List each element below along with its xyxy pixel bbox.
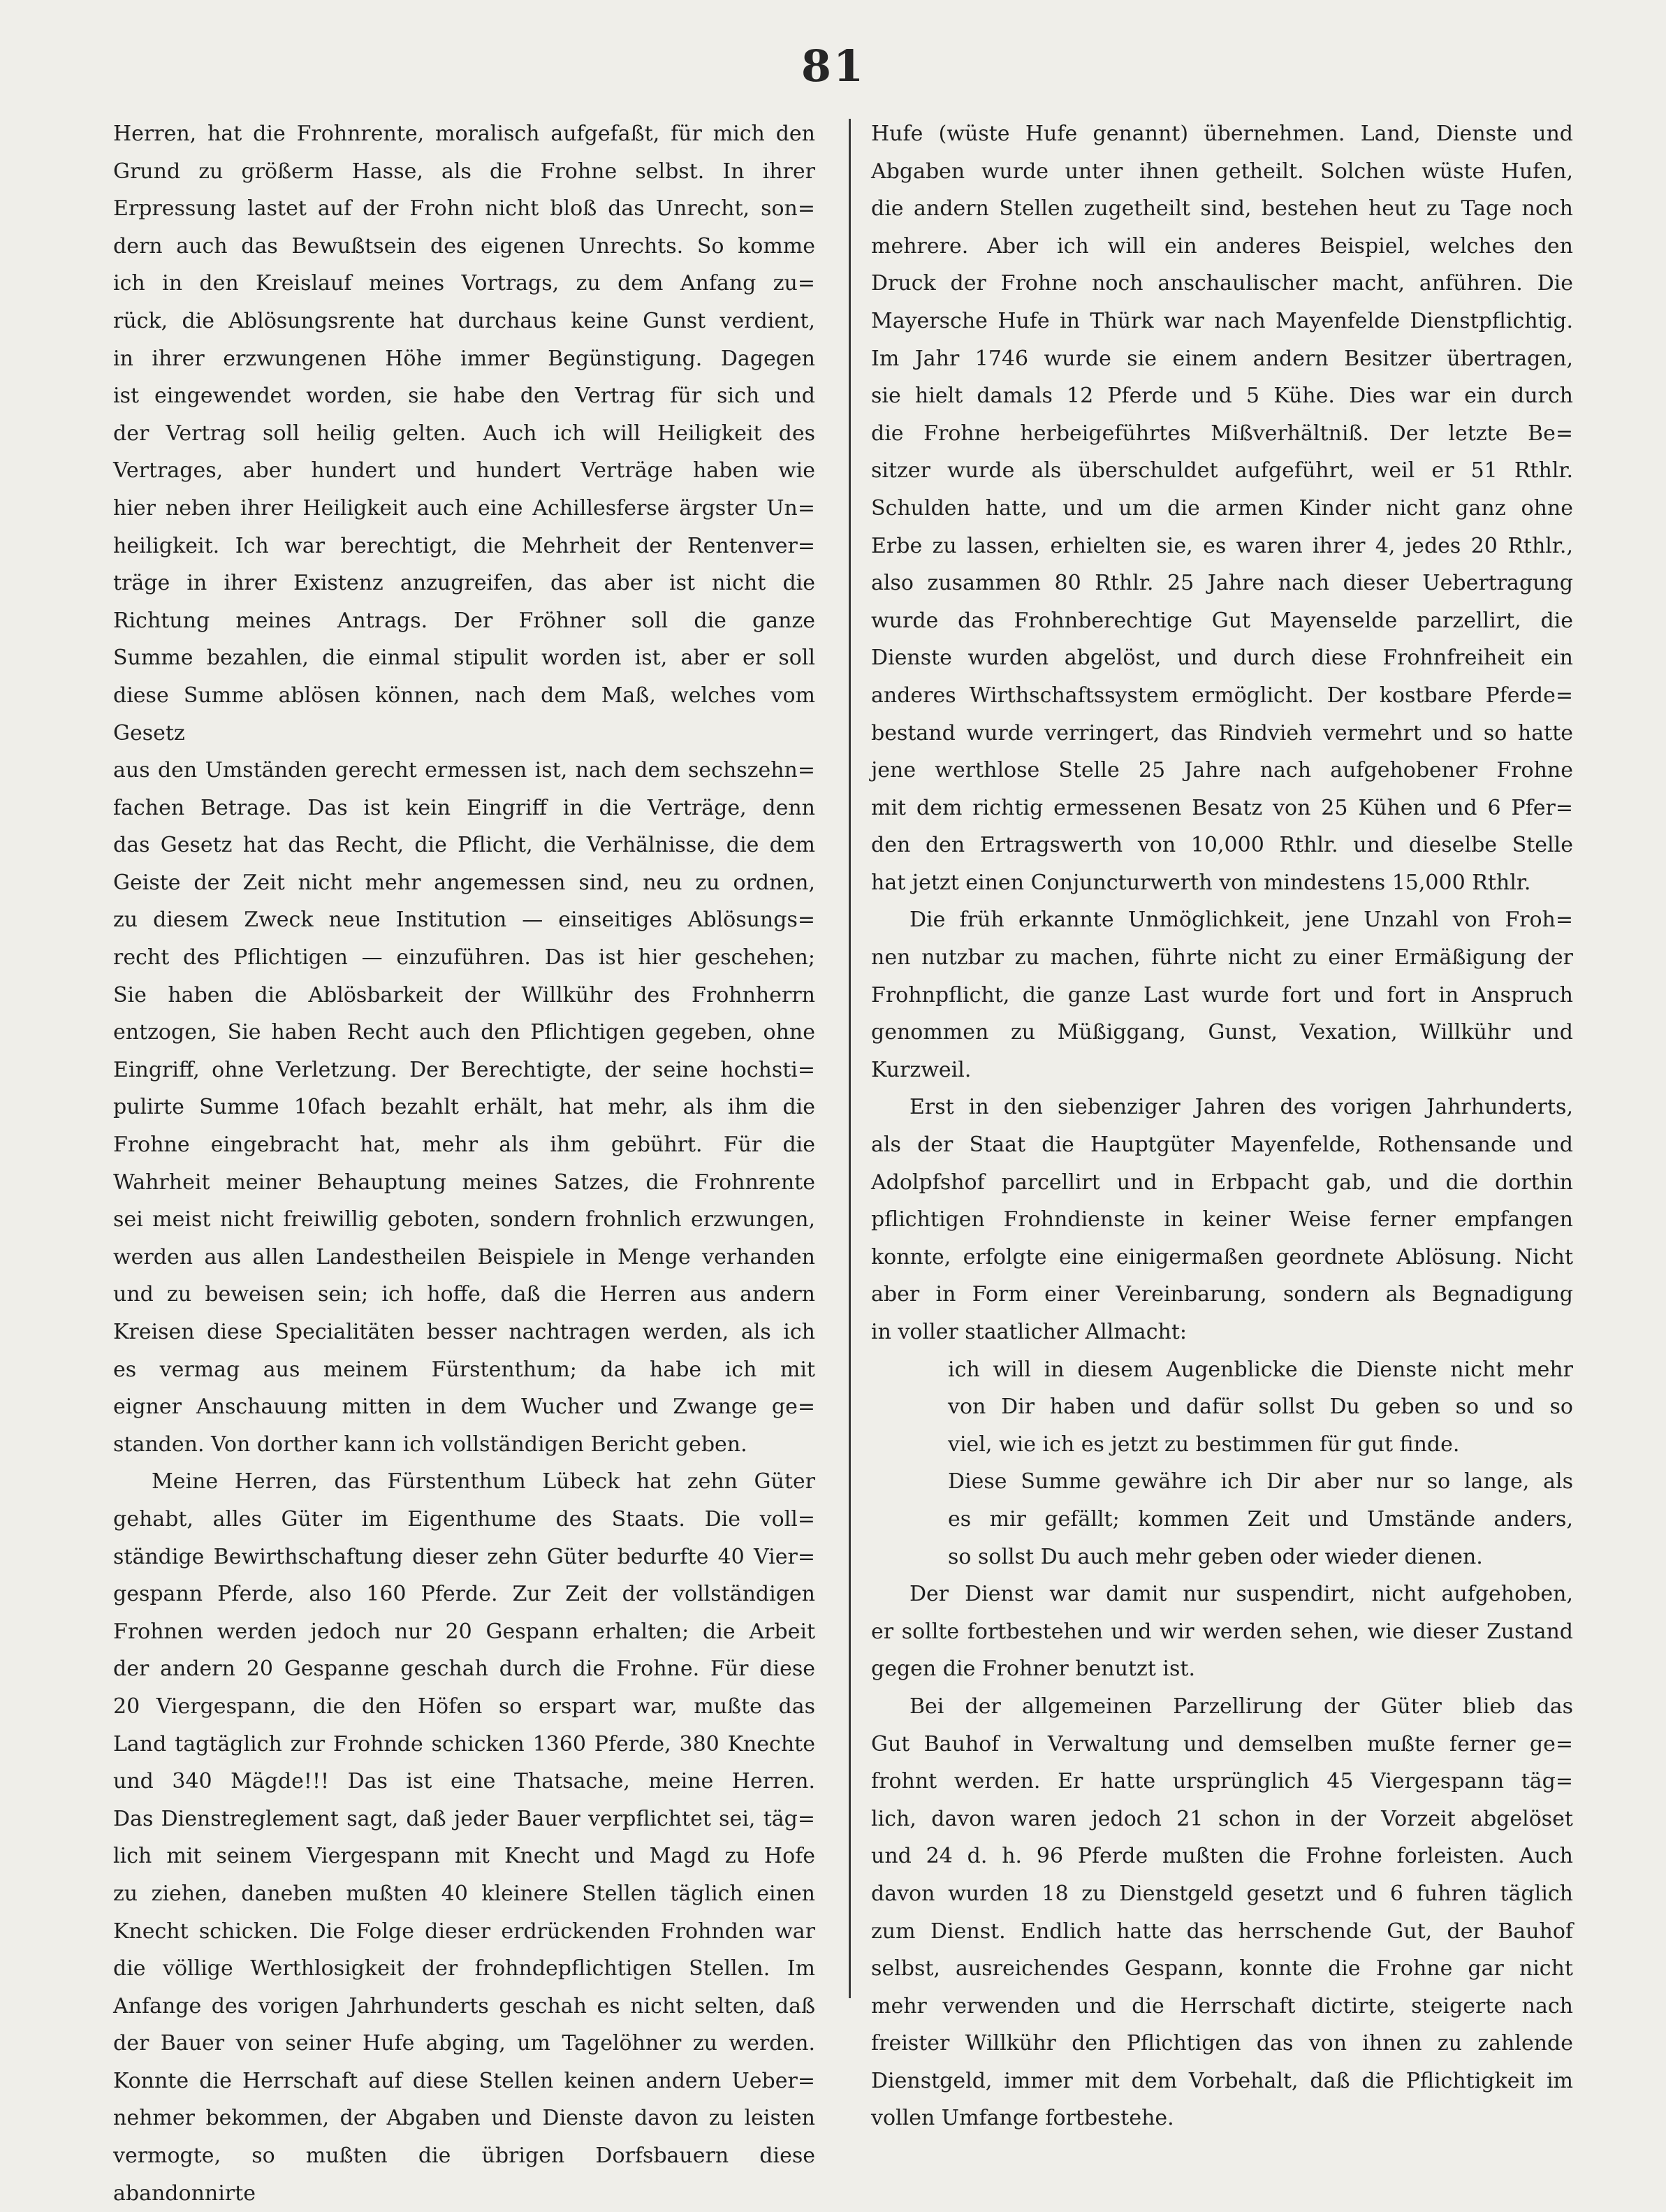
text-line: ständige Bewirthschaftung dieser zehn Güter bedurfte 40 Vier= <box>113 1544 815 1569</box>
text-line: heiligkeit. Ich war berechtigt, die Mehrheit der Rentenver= <box>113 533 815 558</box>
text-line: anderes Wirthschaftssystem ermöglicht. Der kostbare Pferde= <box>871 683 1573 708</box>
text-line: hier neben ihrer Heiligkeit auch eine Achillesferse ärgster Un= <box>113 495 815 521</box>
text-line: sei meist nicht freiwillig geboten, sondern frohnlich erzwungen, <box>113 1207 815 1232</box>
text-line: viel, wie ich es jetzt zu bestimmen für gut finde. <box>948 1432 1460 1457</box>
text-line: dern auch das Bewußtsein des eigenen Unrechts. So komme <box>113 233 815 259</box>
text-line: Anfange des vorigen Jahrhunderts geschah es nicht selten, daß <box>113 1993 815 2018</box>
text-line: eigner Anschauung mitten in dem Wucher und Zwange ge= <box>113 1395 815 1420</box>
text-line: bestand wurde verringert, das Rindvieh vermehrt und so hatte <box>871 720 1573 745</box>
text-line: Knecht schicken. Die Folge dieser erdrückenden Frohnden war <box>113 1919 815 1944</box>
text-line: so sollst Du auch mehr geben oder wieder dienen. <box>948 1544 1483 1569</box>
text-line: sie hielt damals 12 Pferde und 5 Kühe. Dies war ein durch <box>871 384 1573 409</box>
text-line: werden aus allen Landestheilen Beispiele in Menge verhanden <box>113 1244 815 1269</box>
left-column <box>113 115 815 2212</box>
text-line: der Vertrag soll heilig gelten. Auch ich will Heiligkeit des <box>113 421 815 446</box>
text-line: Hufe (wüste Hufe genannt) übernehmen. Land, Dienste und <box>871 122 1573 146</box>
text-line: ist eingewendet worden, sie habe den Vertrag für sich und <box>113 384 815 409</box>
text-line: Grund zu größerm Hasse, als die Frohne selbst. In ihrer <box>113 159 815 184</box>
text-line: freister Willkühr den Pflichtigen das von ihnen zu zahlende <box>871 2031 1573 2056</box>
text-line: Summe bezahlen, die einmal stipulit worden ist, aber er soll <box>113 646 815 671</box>
text-line: fachen Betrage. Das ist kein Eingriff in die Verträge, denn <box>113 795 815 820</box>
text-line: genommen zu Müßiggang, Gunst, Vexation, Willkühr und <box>871 1020 1573 1045</box>
text-line: Mayersche Hufe in Thürk war nach Mayenfelde Dienstpflichtig. <box>871 308 1573 333</box>
text-line: Schulden hatte, und um die armen Kinder nicht ganz ohne <box>871 495 1573 521</box>
text-line: der andern 20 Gespanne geschah durch die Frohne. Für diese <box>113 1657 815 1682</box>
text-line: frohnt werden. Er hatte ursprünglich 45 Viergespann täg= <box>871 1769 1573 1794</box>
text-line: Frohnpflicht, die ganze Last wurde fort und fort in Anspruch <box>871 982 1573 1007</box>
text-line: vollen Umfange fortbestehe. <box>871 2106 1174 2131</box>
paragraph <box>871 1351 1573 1464</box>
text-line: ich will in diesem Augenblicke die Dienste nicht mehr <box>948 1357 1573 1382</box>
text-line: und 340 Mägde!!! Das ist eine Thatsache, meine Herren. <box>113 1769 815 1794</box>
text-line: es vermag aus meinem Fürstenthum; da habe ich mit <box>113 1357 815 1382</box>
text-line: er sollte fortbestehen und wir werden sehen, wie dieser Zustand <box>871 1619 1573 1644</box>
text-line: Land tagtäglich zur Frohnde schicken 1360 Pferde, 380 Knechte <box>113 1731 815 1756</box>
text-line: Kurzweil. <box>871 1057 972 1082</box>
text-line: das Gesetz hat das Recht, die Pflicht, die Verhälnisse, die dem <box>113 833 815 858</box>
text-line: 20 Viergespann, die den Höfen so erspart war, mußte das <box>113 1694 815 1719</box>
text-line: davon wurden 18 zu Dienstgeld gesetzt und 6 fuhren täglich <box>871 1881 1573 1906</box>
text-line: diese Summe ablösen können, nach dem Maß, welches vom Gesetz <box>113 683 815 745</box>
text-line: wurde das Frohnberechtige Gut Mayenselde parzellirt, die <box>871 608 1573 633</box>
text-line: also zusammen 80 Rthlr. 25 Jahre nach dieser Uebertragung <box>871 571 1573 596</box>
text-line: standen. Von dorther kann ich vollständigen Bericht geben. <box>113 1432 747 1457</box>
text-line: der Bauer von seiner Hufe abging, um Tagelöhner zu werden. <box>113 2031 815 2056</box>
text-line: vermogte, so mußten die übrigen Dorfsbauern diese abandonnirte <box>113 2144 815 2206</box>
text-line: Frohne eingebracht hat, mehr als ihm gebührt. Für die <box>113 1133 815 1158</box>
text-line: in voller staatlicher Allmacht: <box>871 1320 1187 1344</box>
paragraph <box>113 115 815 1463</box>
text-line: Der Dienst war damit nur suspendirt, nicht aufgehoben, <box>909 1582 1573 1607</box>
text-line: Druck der Frohne noch anschaulischer macht, anführen. Die <box>871 271 1573 296</box>
text-line: Dienstgeld, immer mit dem Vorbehalt, daß die Pflichtigkeit im <box>871 2068 1573 2093</box>
paragraph <box>871 115 1573 901</box>
text-line: Sie haben die Ablösbarkeit der Willkühr des Frohnherrn <box>113 982 815 1007</box>
paragraph <box>871 1463 1573 1576</box>
text-line: Bei der allgemeinen Parzellirung der Güter blieb das <box>909 1694 1573 1719</box>
text-line: von Dir haben und dafür sollst Du geben so und so <box>948 1395 1573 1420</box>
text-line: und 24 d. h. 96 Pferde mußten die Frohne forleisten. Auch <box>871 1844 1573 1869</box>
text-line: es mir gefällt; kommen Zeit und Umstände anders, <box>948 1506 1573 1531</box>
text-line: lich, davon waren jedoch 21 schon in der Vorzeit abgelöset <box>871 1806 1573 1831</box>
text-line: Das Dienstreglement sagt, daß jeder Bauer verpflichtet sei, täg= <box>113 1806 815 1831</box>
text-line: aber in Form einer Vereinbarung, sondern als Begnadigung <box>871 1282 1573 1307</box>
text-line: den den Ertragswerth von 10,000 Rthlr. und dieselbe Stelle <box>871 833 1573 858</box>
text-line: Herren, hat die Frohnrente, moralisch aufgefaßt, für mich den <box>113 122 815 146</box>
text-line: selbst, ausreichendes Gespann, konnte die Frohne gar nicht <box>871 1956 1573 1981</box>
paragraph <box>871 1089 1573 1351</box>
page-number: 81 <box>801 41 866 92</box>
text-line: ich in den Kreislauf meines Vortrags, zu dem Anfang zu= <box>113 271 815 296</box>
text-line: Im Jahr 1746 wurde sie einem andern Besitzer übertragen, <box>871 346 1573 371</box>
text-line: nehmer bekommen, der Abgaben und Dienste davon zu leisten <box>113 2106 815 2131</box>
text-line: hat jetzt einen Conjuncturwerth von mindestens 15,000 Rthlr. <box>871 870 1531 895</box>
text-line: Vertrages, aber hundert und hundert Verträge haben wie <box>113 458 815 483</box>
text-line: Meine Herren, das Fürstenthum Lübeck hat zehn Güter <box>152 1469 815 1494</box>
text-line: zu diesem Zweck neue Institution — einseitiges Ablösungs= <box>113 908 815 933</box>
text-line: mehr verwenden und die Herrschaft dictirte, steigerte nach <box>871 1993 1573 2018</box>
text-line: als der Staat die Hauptgüter Mayenfelde, Rothensande und <box>871 1133 1573 1158</box>
text-line: rück, die Ablösungsrente hat durchaus keine Gunst verdient, <box>113 308 815 333</box>
text-line: träge in ihrer Existenz anzugreifen, das aber ist nicht die <box>113 571 815 596</box>
text-line: jene werthlose Stelle 25 Jahre nach aufgehobener Frohne <box>871 758 1573 783</box>
text-line: Erst in den siebenziger Jahren des vorigen Jahrhunderts, <box>909 1095 1573 1120</box>
text-line: lich mit seinem Viergespann mit Knecht und Magd zu Hofe <box>113 1844 815 1869</box>
text-line: die Frohne herbeigeführtes Mißverhältniß. Der letzte Be= <box>871 421 1573 446</box>
text-line: Erbe zu lassen, erhielten sie, es waren ihrer 4, jedes 20 Rthlr., <box>871 533 1573 558</box>
right-column <box>871 115 1573 2137</box>
text-line: mit dem richtig ermessenen Besatz von 25 Kühen und 6 Pfer= <box>871 795 1573 820</box>
text-line: die völlige Werthlosigkeit der frohndepflichtigen Stellen. Im <box>113 1956 815 1981</box>
text-line: gespann Pferde, also 160 Pferde. Zur Zeit der vollständigen <box>113 1582 815 1607</box>
text-line: Gut Bauhof in Verwaltung und demselben mußte ferner ge= <box>871 1731 1573 1756</box>
text-line: Geiste der Zeit nicht mehr angemessen sind, neu zu ordnen, <box>113 870 815 895</box>
text-line: gehabt, alles Güter im Eigenthume des Staats. Die voll= <box>113 1506 815 1531</box>
text-line: aus den Umständen gerecht ermessen ist, nach dem sechszehn= <box>113 758 815 783</box>
paragraph <box>113 1463 815 2212</box>
paragraph <box>871 901 1573 1089</box>
text-line: Kreisen diese Specialitäten besser nachtragen werden, als ich <box>113 1320 815 1344</box>
text-line: zu ziehen, daneben mußten 40 kleinere Stellen täglich einen <box>113 1881 815 1906</box>
column-divider <box>849 119 851 1998</box>
text-line: Die früh erkannte Unmöglichkeit, jene Unzahl von Froh= <box>909 908 1573 933</box>
text-line: Abgaben wurde unter ihnen getheilt. Solchen wüste Hufen, <box>871 159 1573 184</box>
text-line: sitzer wurde als überschuldet aufgeführt, weil er 51 Rthlr. <box>871 458 1573 483</box>
text-line: Adolpfshof parcellirt und in Erbpacht gab, und die dorthin <box>871 1170 1573 1195</box>
text-line: Wahrheit meiner Behauptung meines Satzes, die Frohnrente <box>113 1170 815 1195</box>
text-line: und zu beweisen sein; ich hoffe, daß die Herren aus andern <box>113 1282 815 1307</box>
text-line: nen nutzbar zu machen, führte nicht zu einer Ermäßigung der <box>871 945 1573 970</box>
text-line: pulirte Summe 10fach bezahlt erhält, hat mehr, als ihm die <box>113 1095 815 1120</box>
text-line: Erpressung lastet auf der Frohn nicht bloß das Unrecht, son= <box>113 196 815 221</box>
text-line: in ihrer erzwungenen Höhe immer Begünstigung. Dagegen <box>113 346 815 371</box>
text-line: konnte, erfolgte eine einigermaßen geordnete Ablösung. Nicht <box>871 1244 1573 1269</box>
text-line: Eingriff, ohne Verletzung. Der Berechtigte, der seine hochsti= <box>113 1057 815 1082</box>
text-line: recht des Pflichtigen — einzuführen. Das ist hier geschehen; <box>113 945 815 970</box>
paragraph <box>871 1576 1573 1688</box>
text-line: gegen die Frohner benutzt ist. <box>871 1657 1195 1682</box>
text-line: die andern Stellen zugetheilt sind, bestehen heut zu Tage noch <box>871 196 1573 221</box>
text-line: Richtung meines Antrags. Der Fröhner soll die ganze <box>113 608 815 633</box>
text-line: Frohnen werden jedoch nur 20 Gespann erhalten; die Arbeit <box>113 1619 815 1644</box>
text-line: mehrere. Aber ich will ein anderes Beispiel, welches den <box>871 233 1573 259</box>
text-line: Dienste wurden abgelöst, und durch diese Frohnfreiheit ein <box>871 646 1573 671</box>
text-line: Diese Summe gewähre ich Dir aber nur so lange, als <box>948 1469 1573 1494</box>
paragraph <box>871 1688 1573 2137</box>
text-line: entzogen, Sie haben Recht auch den Pflichtigen gegeben, ohne <box>113 1020 815 1045</box>
text-line: pflichtigen Frohndienste in keiner Weise ferner empfangen <box>871 1207 1573 1232</box>
text-line: Konnte die Herrschaft auf diese Stellen keinen andern Ueber= <box>113 2068 815 2093</box>
text-line: zum Dienst. Endlich hatte das herrschende Gut, der Bauhof <box>871 1919 1573 1944</box>
